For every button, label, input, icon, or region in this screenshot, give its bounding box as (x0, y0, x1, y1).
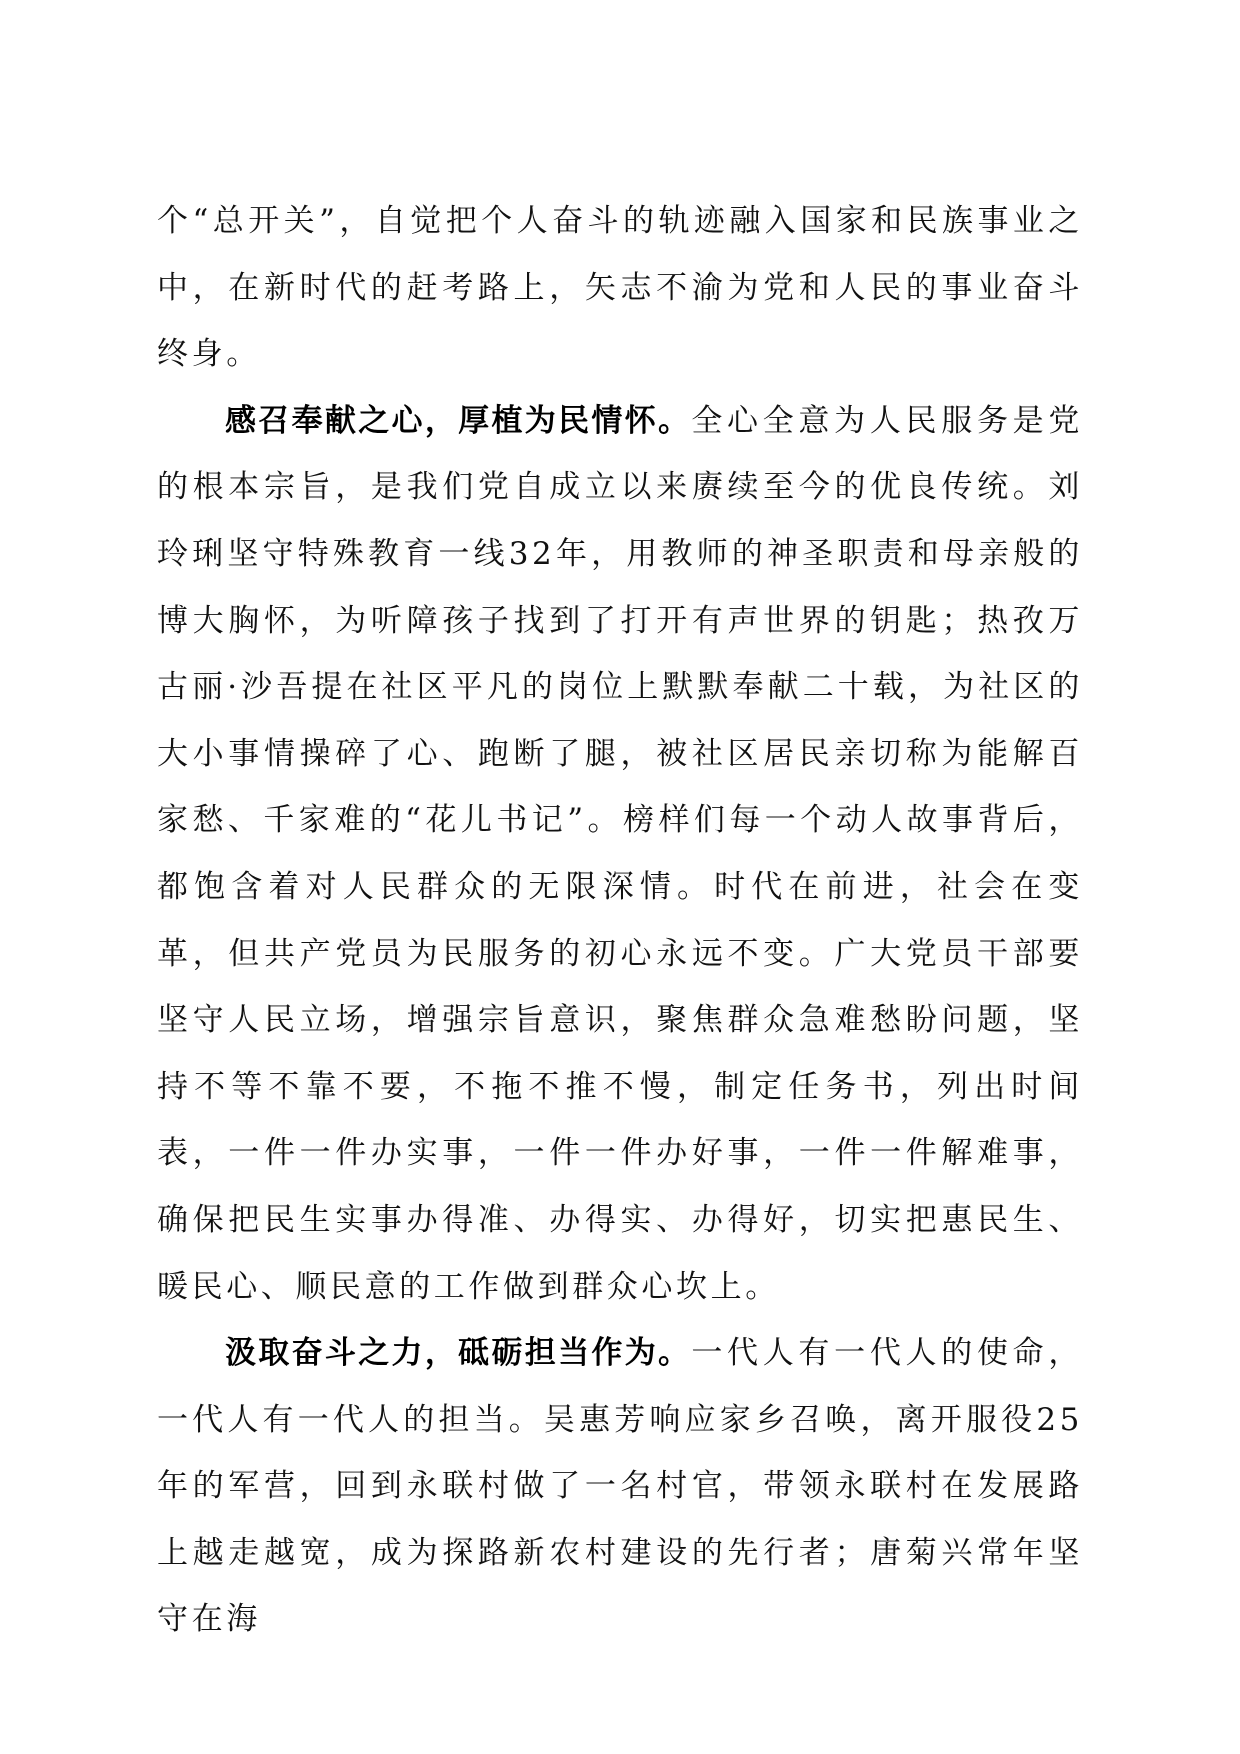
paragraph-text: 个“总开关”，自觉把个人奋斗的轨迹融入国家和民族事业之中，在新时代的赶考路上，矢志不渝为党和人民的事业奋斗终身。 (157, 203, 1083, 373)
document-body (157, 188, 1083, 1653)
paragraph-striving (157, 1320, 1083, 1653)
paragraph-text: 一代人有一代人的使命，一代人有一代人的担当。吴惠芳响应家乡召唤，离开服役25年的军营，回到永联村做了一名村官，带领永联村在发展路上越走越宽，成为探路新农村建设的先行者；唐菊兴常年坚守在海 (157, 1335, 1083, 1638)
paragraph-text: 全心全意为人民服务是党的根本宗旨，是我们党自成立以来赓续至今的优良传统。刘玲琍坚守特殊教育一线32年，用教师的神圣职责和母亲般的博大胸怀，为听障孩子找到了打开有声世界的钥匙；热孜万古丽·沙吾提在社区平凡的岗位上默默奉献二十载，为社区的大小事情操碎了心、跑断了腿，被社区居民亲切称为能解百家愁、千家难的“花儿书记”。榜样们每一个动人故事背后，都饱含着对人民群众的无限深情。时代在前进，社会在变革，但共产党员为民服务的初心永远不变。广大党员干部要坚守人民立场，增强宗旨意识，聚焦群众急难愁盼问题，坚持不等不靠不要，不拖不推不慢，制定任务书，列出时间表，一件一件办实事，一件一件办好事，一件一件解难事，确保把民生实事办得准、办得实、办得好，切实把惠民生、暖民心、顺民意的工作做到群众心坎上。 (157, 402, 1083, 1305)
paragraph-lead-heading: 汲取奋斗之力，砥砺担当作为。 (225, 1335, 692, 1372)
paragraph-lead-heading: 感召奉献之心，厚植为民情怀。 (225, 402, 692, 439)
paragraph-dedication (157, 388, 1083, 1320)
paragraph-continuation (157, 188, 1083, 388)
